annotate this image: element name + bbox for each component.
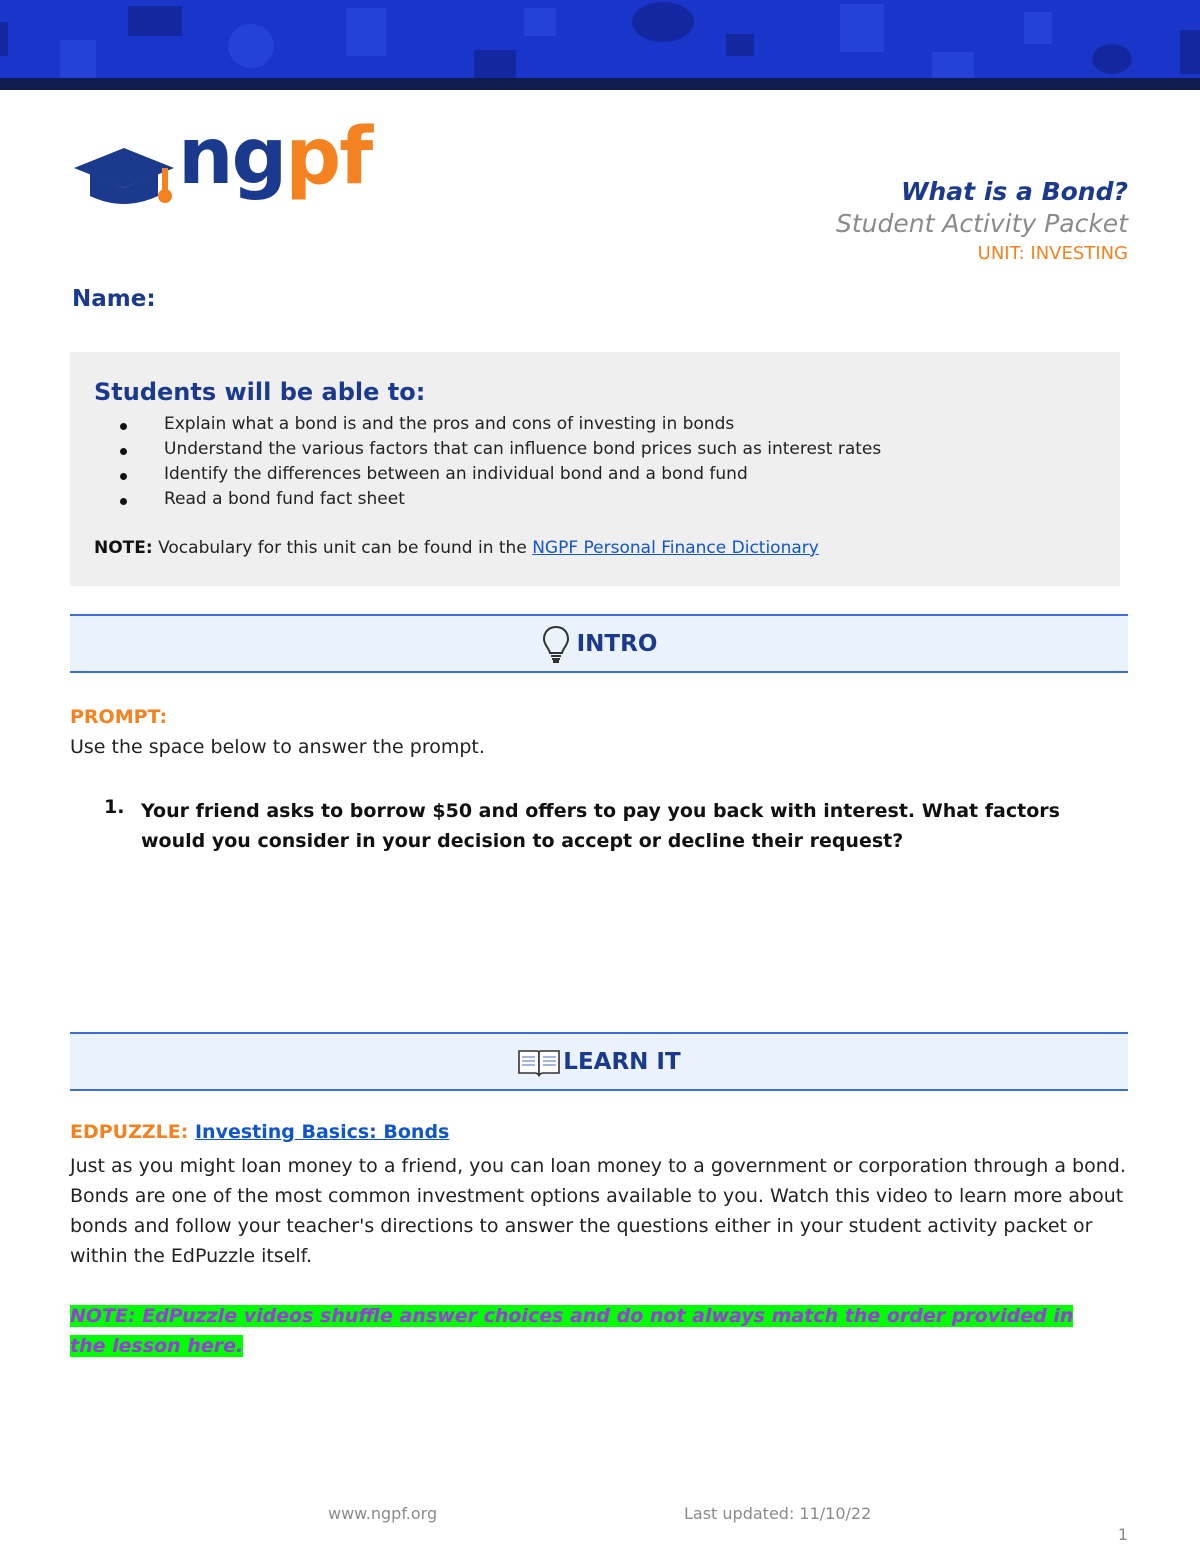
document-subtitle: Student Activity Packet	[835, 209, 1128, 238]
logo-wordmark	[178, 112, 372, 202]
logo-text-ng: ng	[178, 112, 286, 202]
question-text: Your friend asks to borrow $50 and offers to pay you back with interest. What factors would you consider in your decision to accept or decline their request?	[141, 800, 1060, 852]
edpuzzle-description: Just as you might loan money to a friend, you can loan money to a government or corporation through a bond. Bonds are one of the most common investment options available to you. Watch this video to learn more about bonds and follow your teacher's directions to answer the questions either in your student activity packet or within the EdPuzzle itself.	[70, 1155, 1126, 1267]
open-book-icon	[517, 1047, 561, 1077]
note-text: Vocabulary for this unit can be found in the	[152, 538, 533, 558]
unit-label: UNIT: INVESTING	[977, 243, 1128, 264]
vocabulary-note	[94, 538, 819, 558]
edpuzzle-heading	[70, 1121, 449, 1143]
list-item: Understand the various factors that can influence bond prices such as interest rates	[114, 437, 881, 462]
note-label: NOTE:	[94, 538, 153, 558]
edpuzzle-video-link[interactable]: Investing Basics: Bonds	[194, 1121, 450, 1143]
edpuzzle-label: EDPUZZLE:	[70, 1121, 195, 1143]
question-number: 1.	[104, 796, 125, 818]
highlighted-note-text: NOTE: EdPuzzle videos shuffle answer choices and do not always match the order provided in the lesson here.	[70, 1305, 1074, 1357]
objectives-box	[70, 352, 1120, 586]
header-banner-strip	[0, 78, 1200, 90]
list-item: Explain what a bond is and the pros and cons of investing in bonds	[114, 412, 881, 437]
intro-section-label: INTRO	[576, 630, 658, 657]
header-banner	[0, 0, 1200, 78]
lightbulb-icon	[541, 624, 571, 664]
dictionary-link[interactable]: NGPF Personal Finance Dictionary	[532, 538, 819, 558]
footer-last-updated: Last updated: 11/10/22	[684, 1504, 872, 1523]
name-label: Name:	[72, 286, 156, 312]
prompt-label: PROMPT:	[70, 706, 168, 728]
logo-text-pf: pf	[285, 112, 372, 202]
document-title: What is a Bond?	[900, 177, 1128, 206]
objectives-list	[114, 412, 881, 512]
footer-website: www.ngpf.org	[328, 1504, 438, 1523]
learn-it-section-header	[70, 1032, 1128, 1091]
list-item: Identify the differences between an individual bond and a bond fund	[114, 462, 881, 487]
document-title-block	[836, 176, 1128, 268]
learn-it-section-label: LEARN IT	[563, 1048, 681, 1075]
list-item: Read a bond fund fact sheet	[114, 487, 881, 512]
intro-section-header	[70, 614, 1128, 673]
objectives-heading: Students will be able to:	[94, 378, 426, 406]
page-number: 1	[1117, 1525, 1128, 1544]
prompt-instructions: Use the space below to answer the prompt.	[70, 736, 485, 758]
edpuzzle-shuffle-note	[70, 1301, 1115, 1361]
